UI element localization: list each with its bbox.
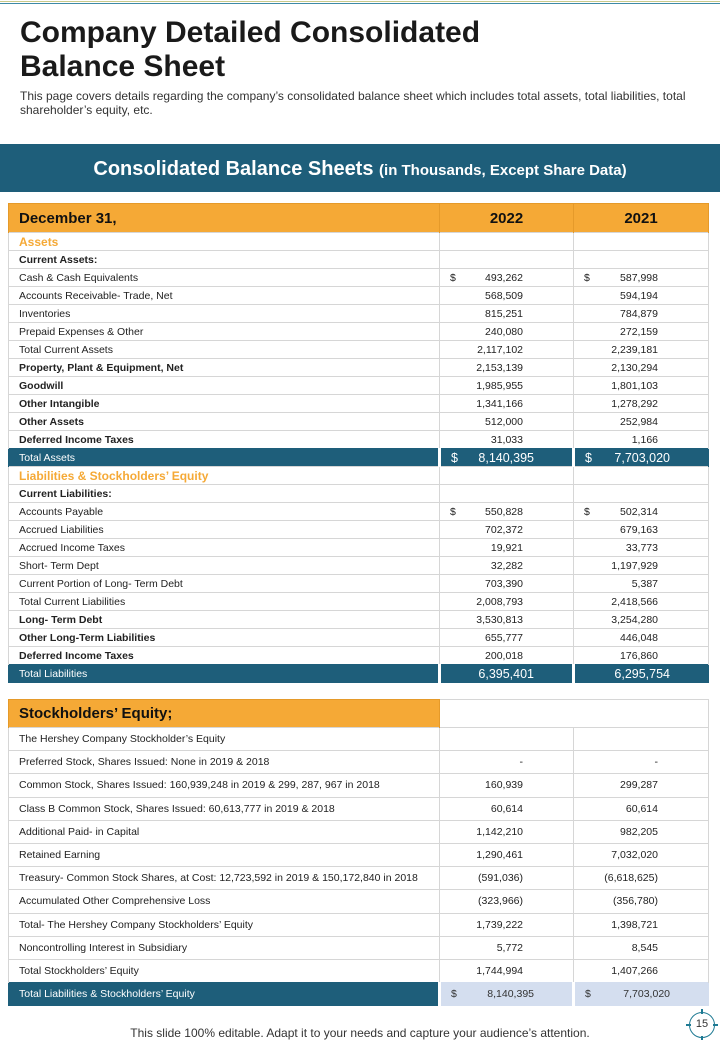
- total-liabilities-label: [9, 665, 440, 683]
- currency-symbol: $: [451, 450, 458, 465]
- value-2021: [574, 413, 709, 431]
- value-2021: [574, 305, 709, 323]
- row-label-text: Inventories: [19, 307, 71, 320]
- top-line-olive: [0, 1, 720, 2]
- value-2021-text: 1,407,266: [611, 964, 658, 977]
- value-2021-text: 299,287: [620, 779, 658, 792]
- value-2021-text: 8,545: [631, 941, 658, 954]
- value-2021-text: 2,130,294: [611, 361, 658, 374]
- value-2022-text: 702,372: [485, 523, 523, 536]
- value-2022: [440, 377, 574, 395]
- row-label: [9, 867, 440, 890]
- value-2022: [440, 647, 574, 665]
- row-label: [9, 503, 440, 521]
- value-2021: [574, 843, 709, 866]
- total-assets-2021: [574, 449, 709, 467]
- value-2021-text: 982,205: [620, 825, 658, 838]
- row-label-text: Prepaid Expenses & Other: [19, 325, 144, 338]
- value-2022-text: 1,290,461: [476, 849, 523, 862]
- table-row: [9, 359, 709, 377]
- table-row: [9, 575, 709, 593]
- value-2021-text: 2,418,566: [611, 595, 658, 608]
- value-2022-text: 703,390: [485, 577, 523, 590]
- row-label-text: Current Portion of Long- Term Debt: [19, 577, 183, 590]
- value-2022-text: 160,939: [485, 779, 523, 792]
- value-2022: [440, 287, 574, 305]
- value-2022: [440, 503, 574, 521]
- total-liabilities-label-text: Total Liabilities: [19, 667, 88, 680]
- value-2022: [440, 431, 574, 449]
- banner-title: Consolidated Balance Sheets: [93, 158, 374, 180]
- row-label-text: Accounts Payable: [19, 505, 104, 518]
- blank-cell: [574, 251, 709, 269]
- row-label: [9, 936, 440, 959]
- subsection-label-current-liabilities-text: Current Liabilities:: [19, 487, 112, 500]
- equity-header-blank: [440, 700, 709, 728]
- value-2021: [574, 539, 709, 557]
- value-2021-text: 3,254,280: [611, 613, 658, 626]
- section-label-assets: [9, 233, 440, 251]
- header-year-2021: 2021: [574, 204, 709, 233]
- value-2021: [574, 890, 709, 913]
- value-2022: [440, 959, 574, 982]
- blank-cell: [574, 485, 709, 503]
- value-2022-text: 655,777: [485, 631, 523, 644]
- value-2022-text: 5,772: [496, 941, 523, 954]
- value-2022-text: 3,530,813: [476, 613, 523, 626]
- table-row: [9, 936, 709, 959]
- value-2022-text: 568,509: [485, 289, 523, 302]
- table-row: [9, 959, 709, 982]
- total-liabilities-2021-text: 6,295,754: [614, 666, 670, 681]
- value-2021: [574, 557, 709, 575]
- table-row: [9, 820, 709, 843]
- value-2021-text: 1,398,721: [611, 918, 658, 931]
- value-2021-text: 176,860: [620, 649, 658, 662]
- row-label: [9, 593, 440, 611]
- table-row: [9, 867, 709, 890]
- row-label-text: Other Assets: [19, 415, 84, 428]
- header-year-2022: 2022: [440, 204, 574, 233]
- assets-liabilities-body: [9, 204, 709, 683]
- table-banner: [0, 144, 720, 192]
- row-label-text: Total- The Hershey Company Stockholders’ Equity: [19, 918, 254, 931]
- value-2022-text: 512,000: [485, 415, 523, 428]
- value-2021: [574, 820, 709, 843]
- table-row: [9, 593, 709, 611]
- total-liabilities-equity-label: [9, 983, 440, 1006]
- row-label-text: Accrued Liabilities: [19, 523, 104, 536]
- value-2021: [574, 377, 709, 395]
- row-label: [9, 728, 440, 751]
- section-row-assets: [9, 233, 709, 251]
- total-liabilities-2022-text: 6,395,401: [478, 666, 534, 681]
- value-2022-text: (323,966): [478, 895, 523, 908]
- total-liabilities-equity-2022: [440, 983, 574, 1006]
- value-2021: [574, 629, 709, 647]
- value-2021: [574, 341, 709, 359]
- value-2021: [574, 867, 709, 890]
- row-label-text: Preferred Stock, Shares Issued: None in 2019 & 2018: [19, 756, 270, 769]
- section-row-liabilities: [9, 467, 709, 485]
- value-2021: [574, 959, 709, 982]
- row-label: [9, 913, 440, 936]
- subsection-label-current-assets-text: Current Assets:: [19, 253, 98, 266]
- row-label-text: Property, Plant & Equipment, Net: [19, 361, 184, 374]
- table-row: [9, 539, 709, 557]
- blank-cell: [574, 467, 709, 485]
- value-2022-text: 19,921: [490, 541, 523, 554]
- table-row: [9, 751, 709, 774]
- table-row: [9, 269, 709, 287]
- row-label: [9, 797, 440, 820]
- value-2022-text: 550,828: [485, 505, 523, 518]
- currency-symbol: $: [584, 271, 590, 284]
- page-title: Company Detailed Consolidated Balance Sheet: [20, 16, 481, 83]
- currency-symbol: $: [451, 988, 457, 1001]
- value-2022: [440, 611, 574, 629]
- row-label: [9, 959, 440, 982]
- table-row: [9, 323, 709, 341]
- value-2022: [440, 575, 574, 593]
- value-2022-text: (591,036): [478, 872, 523, 885]
- value-2021: [574, 287, 709, 305]
- value-2022: [440, 269, 574, 287]
- total-liabilities-equity-2022-text: 8,140,395: [487, 988, 534, 1001]
- row-label: [9, 341, 440, 359]
- table-row: [9, 728, 709, 751]
- value-2021: [574, 593, 709, 611]
- value-2022-text: 1,341,166: [476, 397, 523, 410]
- value-2021-text: 1,166: [631, 433, 658, 446]
- table-row: [9, 341, 709, 359]
- row-label-text: Deferred Income Taxes: [19, 433, 134, 446]
- table-row: [9, 413, 709, 431]
- table-row: [9, 913, 709, 936]
- row-label-text: Treasury- Common Stock Shares, at Cost: 12,723,592 in 2019 & 150,172,840 in 2018: [19, 872, 418, 885]
- table-row: [9, 305, 709, 323]
- value-2021: [574, 751, 709, 774]
- table-row: [9, 629, 709, 647]
- banner-subtitle: (in Thousands, Except Share Data): [379, 162, 627, 179]
- value-2022-text: 815,251: [485, 307, 523, 320]
- table-row: [9, 395, 709, 413]
- currency-symbol: $: [585, 450, 592, 465]
- row-label: [9, 890, 440, 913]
- table-row: [9, 890, 709, 913]
- value-2022: [440, 867, 574, 890]
- value-2022: [440, 305, 574, 323]
- row-label-text: Other Long-Term Liabilities: [19, 631, 156, 644]
- blank-cell: [440, 251, 574, 269]
- value-2022: [440, 323, 574, 341]
- value-2022: [440, 593, 574, 611]
- top-decorative-lines: [0, 0, 720, 5]
- equity-table: [8, 699, 709, 1006]
- top-line-teal: [0, 3, 720, 4]
- row-label-text: Common Stock, Shares Issued: 160,939,248 in 2019 & 299, 287, 967 in 2018: [19, 779, 380, 792]
- value-2022-text: 200,018: [485, 649, 523, 662]
- value-2021-text: 1,278,292: [611, 397, 658, 410]
- value-2021-text: 679,163: [620, 523, 658, 536]
- value-2021: [574, 728, 709, 751]
- equity-header: Stockholders’ Equity;: [9, 700, 440, 728]
- total-liabilities-equity-2021-text: 7,703,020: [623, 988, 670, 1001]
- row-label-text: Other Intangible: [19, 397, 100, 410]
- page-number: 15: [695, 1018, 709, 1030]
- total-liabilities-row: [9, 665, 709, 683]
- row-label-text: The Hershey Company Stockholder’s Equity: [19, 733, 226, 746]
- table-row: [9, 611, 709, 629]
- value-2022: [440, 820, 574, 843]
- row-label-text: Accrued Income Taxes: [19, 541, 126, 554]
- value-2021: [574, 774, 709, 797]
- row-label: [9, 629, 440, 647]
- row-label: [9, 269, 440, 287]
- value-2021-text: 1,197,929: [611, 559, 658, 572]
- row-label: [9, 843, 440, 866]
- value-2022: [440, 557, 574, 575]
- value-2022-text: 1,744,994: [476, 964, 523, 977]
- total-liabilities-equity-2021: [574, 983, 709, 1006]
- page-number-badge: [689, 1012, 715, 1038]
- section-label-liabilities-text: Liabilities & Stockholders’ Equity: [19, 468, 209, 483]
- assets-liabilities-table: [8, 203, 709, 683]
- value-2022: [440, 413, 574, 431]
- row-label: [9, 305, 440, 323]
- value-2022: [440, 395, 574, 413]
- footer-note: This slide 100% editable. Adapt it to your needs and capture your audience’s attention.: [130, 1026, 590, 1040]
- value-2022: [440, 751, 574, 774]
- equity-body: [9, 700, 709, 1006]
- row-label: [9, 557, 440, 575]
- value-2021-text: 594,194: [620, 289, 658, 302]
- badge-tick-top: [701, 1009, 703, 1014]
- value-2021-text: -: [654, 756, 658, 769]
- row-label: [9, 431, 440, 449]
- row-label-text: Class B Common Stock, Shares Issued: 60,613,777 in 2019 & 2018: [19, 802, 335, 815]
- value-2021-text: 5,387: [631, 577, 658, 590]
- table-row: [9, 503, 709, 521]
- row-label: [9, 323, 440, 341]
- total-liabilities-2021: [574, 665, 709, 683]
- total-assets-2022: [440, 449, 574, 467]
- value-2021: [574, 913, 709, 936]
- row-label-text: Noncontrolling Interest in Subsidiary: [19, 941, 188, 954]
- value-2022: [440, 341, 574, 359]
- row-label-text: Deferred Income Taxes: [19, 649, 134, 662]
- table-row: [9, 377, 709, 395]
- value-2021: [574, 359, 709, 377]
- value-2021-text: 446,048: [620, 631, 658, 644]
- value-2022-text: -: [519, 756, 523, 769]
- row-label-text: Accounts Receivable- Trade, Net: [19, 289, 173, 302]
- row-label-text: Retained Earning: [19, 849, 101, 862]
- badge-tick-left: [686, 1024, 691, 1026]
- value-2022: [440, 539, 574, 557]
- row-label-text: Short- Term Dept: [19, 559, 99, 572]
- total-assets-label-text: Total Assets: [19, 451, 76, 464]
- value-2021-text: 60,614: [625, 802, 658, 815]
- row-label-text: Accumulated Other Comprehensive Loss: [19, 895, 211, 908]
- subsection-label-current-liabilities: [9, 485, 440, 503]
- value-2021: [574, 323, 709, 341]
- row-label: [9, 377, 440, 395]
- total-assets-row: [9, 449, 709, 467]
- value-2021-text: (356,780): [613, 895, 658, 908]
- blank-cell: [440, 485, 574, 503]
- badge-tick-bottom: [701, 1036, 703, 1040]
- value-2022: [440, 797, 574, 820]
- row-label: [9, 774, 440, 797]
- value-2022: [440, 728, 574, 751]
- currency-symbol: $: [584, 505, 590, 518]
- value-2021-text: 1,801,103: [611, 379, 658, 392]
- value-2021-text: 502,314: [620, 505, 658, 518]
- value-2022: [440, 843, 574, 866]
- value-2021: [574, 575, 709, 593]
- badge-tick-right: [713, 1024, 718, 1026]
- blank-cell: [440, 467, 574, 485]
- total-assets-2021-text: 7,703,020: [614, 450, 670, 465]
- row-label: [9, 287, 440, 305]
- header-date: December 31,: [9, 204, 440, 233]
- total-assets-label: [9, 449, 440, 467]
- value-2021: [574, 611, 709, 629]
- value-2021-text: 33,773: [625, 541, 658, 554]
- value-2022-text: 1,142,210: [476, 825, 523, 838]
- value-2022-text: 31,033: [490, 433, 523, 446]
- value-2021: [574, 521, 709, 539]
- table-row: [9, 557, 709, 575]
- row-label: [9, 359, 440, 377]
- row-label-text: Goodwill: [19, 379, 64, 392]
- table-row: [9, 287, 709, 305]
- section-label-assets-text: Assets: [19, 234, 59, 249]
- table-row: [9, 431, 709, 449]
- value-2022: [440, 774, 574, 797]
- value-2022-text: 2,117,102: [477, 343, 523, 356]
- table-row: [9, 797, 709, 820]
- total-assets-2022-text: 8,140,395: [478, 450, 534, 465]
- section-label-liabilities: [9, 467, 440, 485]
- value-2022-text: 493,262: [485, 271, 523, 284]
- table-row: [9, 521, 709, 539]
- value-2022: [440, 890, 574, 913]
- row-label-text: Additional Paid- in Capital: [19, 825, 140, 838]
- row-label: [9, 751, 440, 774]
- row-label-text: Long- Term Debt: [19, 613, 103, 626]
- table-row: [9, 774, 709, 797]
- value-2022-text: 2,153,139: [476, 361, 523, 374]
- row-label: [9, 820, 440, 843]
- value-2022: [440, 629, 574, 647]
- page-subtitle: This page covers details regarding the company’s consolidated balance sheet which includes total assets, total liabilities, total shareholder’s equity, etc.: [20, 89, 686, 117]
- value-2021: [574, 395, 709, 413]
- value-2021-text: 587,998: [620, 271, 658, 284]
- subsection-label-current-assets: [9, 251, 440, 269]
- row-label: [9, 575, 440, 593]
- currency-symbol: $: [450, 505, 456, 518]
- value-2022: [440, 359, 574, 377]
- row-label-text: Cash & Cash Equivalents: [19, 271, 139, 284]
- value-2022-text: 32,282: [490, 559, 523, 572]
- row-label: [9, 521, 440, 539]
- value-2022: [440, 936, 574, 959]
- value-2021: [574, 797, 709, 820]
- value-2021: [574, 503, 709, 521]
- value-2021-text: 7,032,020: [611, 849, 658, 862]
- table-row: [9, 647, 709, 665]
- value-2021-text: 2,239,181: [611, 343, 658, 356]
- row-label-text: Total Current Liabilities: [19, 595, 126, 608]
- currency-symbol: $: [585, 988, 591, 1001]
- total-liabilities-equity-row: [9, 983, 709, 1006]
- blank-cell: [440, 233, 574, 251]
- total-liabilities-2022: [440, 665, 574, 683]
- value-2021-text: 252,984: [620, 415, 658, 428]
- row-label-text: Total Current Assets: [19, 343, 113, 356]
- value-2022-text: 1,739,222: [476, 918, 523, 931]
- value-2021-text: 272,159: [620, 325, 658, 338]
- row-label: [9, 395, 440, 413]
- equity-header-row: [9, 700, 709, 728]
- total-liabilities-equity-label-text: Total Liabilities & Stockholders’ Equity: [19, 988, 195, 1001]
- table-row: [9, 843, 709, 866]
- value-2021-text: (6,618,625): [604, 872, 658, 885]
- value-2022-text: 60,614: [490, 802, 523, 815]
- value-2022-text: 2,008,793: [476, 595, 523, 608]
- currency-symbol: $: [450, 271, 456, 284]
- value-2021: [574, 269, 709, 287]
- value-2022: [440, 521, 574, 539]
- subsection-row-current-liabilities: [9, 485, 709, 503]
- value-2021: [574, 647, 709, 665]
- row-label: [9, 413, 440, 431]
- value-2022-text: 240,080: [485, 325, 523, 338]
- value-2021: [574, 936, 709, 959]
- row-label: [9, 539, 440, 557]
- value-2022: [440, 913, 574, 936]
- row-label-text: Total Stockholders’ Equity: [19, 964, 139, 977]
- subsection-row-current-assets: [9, 251, 709, 269]
- blank-cell: [574, 233, 709, 251]
- value-2021: [574, 431, 709, 449]
- table-header-row: [9, 204, 709, 233]
- value-2021-text: 784,879: [620, 307, 658, 320]
- value-2022-text: 1,985,955: [476, 379, 523, 392]
- row-label: [9, 647, 440, 665]
- row-label: [9, 611, 440, 629]
